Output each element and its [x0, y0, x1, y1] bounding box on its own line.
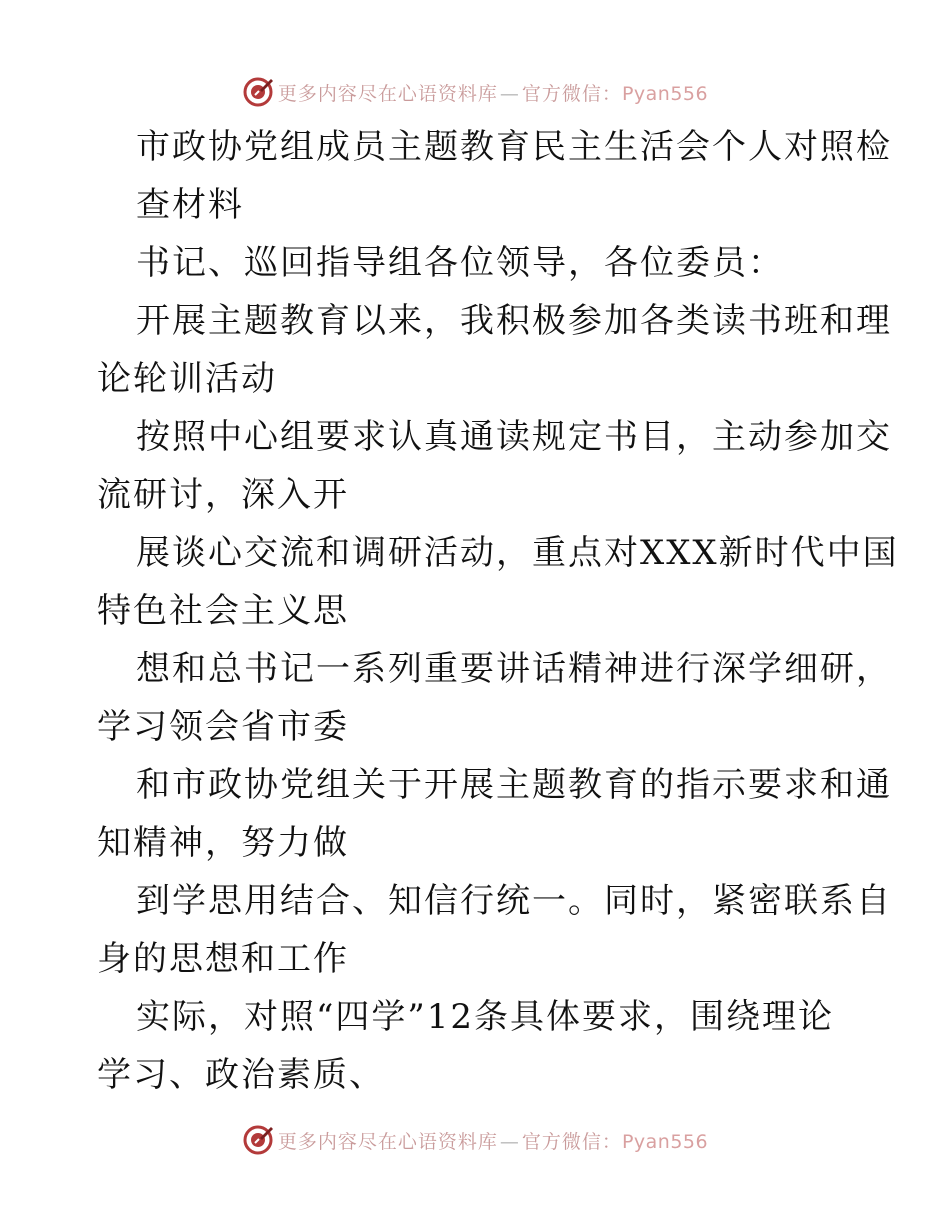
paragraph-line: 论轮训活动 [97, 359, 277, 399]
paragraph-line: 流研讨，深入开 [97, 475, 349, 515]
footer-watermark [0, 1120, 950, 1160]
paragraph-line: 开展主题教育以来，我积极参加各类读书班和理 [136, 301, 892, 341]
watermark-handle: Pyan556 [621, 1130, 709, 1153]
document-title-line-1: 市政协党组成员主题教育民主生活会个人对照检 [136, 127, 892, 167]
watermark-official: 官方微信： [521, 1130, 622, 1153]
pen-logo-icon [242, 1124, 274, 1156]
watermark-slogan: 更多内容尽在心语资料库 [277, 82, 498, 105]
pen-logo-icon [242, 76, 274, 108]
paragraph-line: 实际，对照“四学”12条具体要求，围绕理论 [136, 997, 835, 1037]
watermark-dash: — [499, 1130, 520, 1153]
paragraph-line: 学习领会省市委 [97, 707, 349, 747]
paragraph-line: 特色社会主义思 [97, 591, 349, 631]
watermark-text [278, 79, 708, 106]
paragraph-line: 身的思想和工作 [97, 939, 349, 979]
paragraph-line: 展谈心交流和调研活动，重点对XXX新时代中国 [136, 533, 899, 573]
paragraph-line: 和市政协党组关于开展主题教育的指示要求和通 [136, 765, 892, 805]
header-watermark [0, 72, 950, 112]
watermark-dash: — [499, 82, 520, 105]
paragraph-line: 学习、政治素质、 [97, 1055, 385, 1095]
paragraph-line: 想和总书记一系列重要讲话精神进行深学细研， [136, 649, 892, 689]
paragraph-line: 到学思用结合、知信行统一。同时，紧密联系自 [136, 881, 892, 921]
document-title-line-2: 查材料 [136, 185, 244, 225]
salutation: 书记、巡回指导组各位领导，各位委员： [136, 243, 784, 283]
paragraph-line: 按照中心组要求认真通读规定书目，主动参加交 [136, 417, 892, 457]
watermark-official: 官方微信： [521, 82, 622, 105]
watermark-handle: Pyan556 [621, 82, 709, 105]
watermark-slogan: 更多内容尽在心语资料库 [277, 1130, 498, 1153]
paragraph-line: 知精神，努力做 [97, 823, 349, 863]
watermark-text [278, 1127, 708, 1154]
